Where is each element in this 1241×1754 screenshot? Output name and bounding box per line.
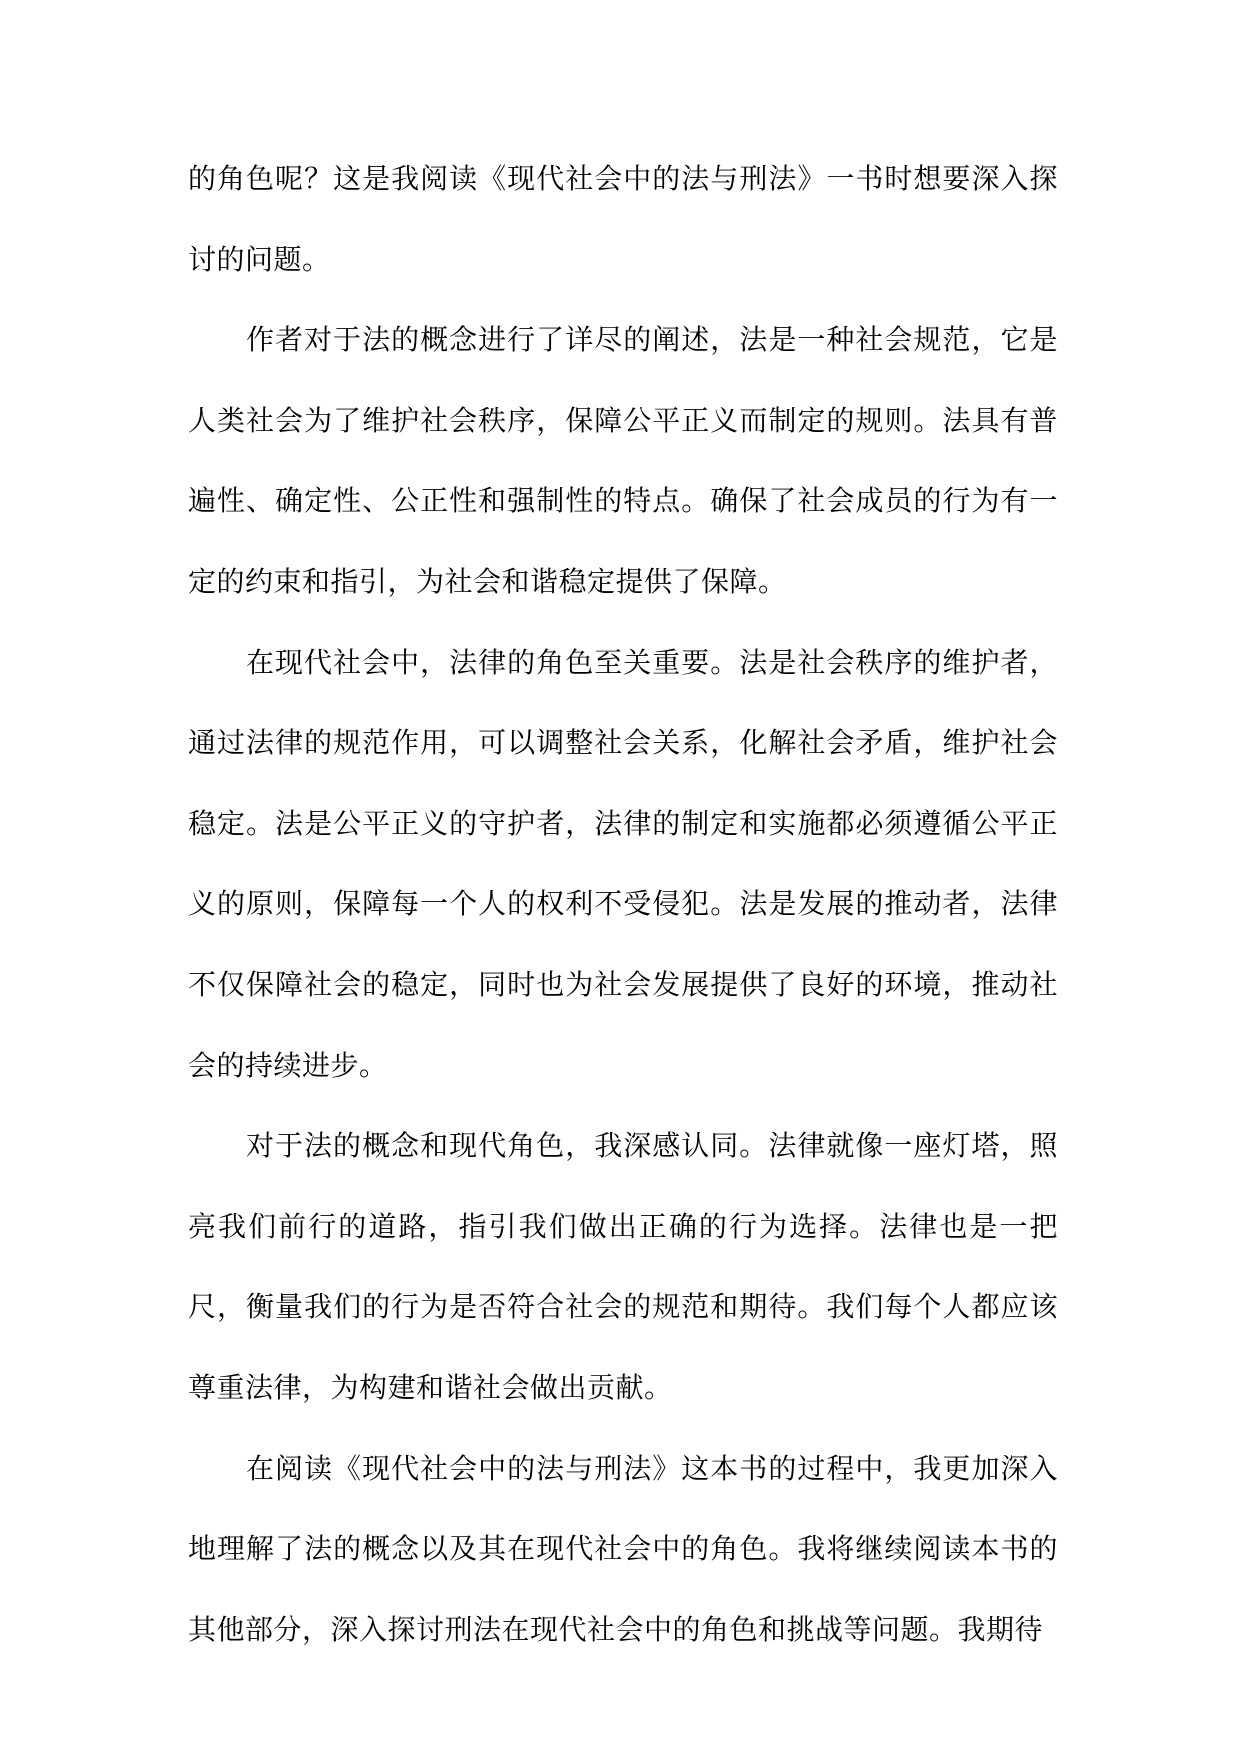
paragraph-law-concept: 作者对于法的概念进行了详尽的阐述，法是一种社会规范，它是人类社会为了维护社会秩序，保障公平正义而制定的规则。法具有普遍性、确定性、公正性和强制性的特点。确保了社会成员的行为有一定的约束和指引，为社会和谐稳定提供了保障。 bbox=[188, 323, 1058, 598]
paragraph-continuation: 的角色呢？这是我阅读《现代社会中的法与刑法》一书时想要深入探讨的问题。 bbox=[188, 162, 1058, 276]
paragraph-reading-reflection: 在阅读《现代社会中的法与刑法》这本书的过程中，我更加深入地理解了法的概念以及其在现代社会中的角色。我将继续阅读本书的其他部分，深入探讨刑法在现代社会中的角色和挑战等问题。我期待 bbox=[188, 1451, 1058, 1646]
paragraph-law-role: 在现代社会中，法律的角色至关重要。法是社会秩序的维护者，通过法律的规范作用，可以调整社会关系，化解社会矛盾，维护社会稳定。法是公平正义的守护者，法律的制定和实施都必须遵循公平正义的原则，保障每一个人的权利不受侵犯。法是发展的推动者，法律不仅保障社会的稳定，同时也为社会发展提供了良好的环境，推动社会的持续进步。 bbox=[188, 645, 1058, 1082]
paragraph-agreement: 对于法的概念和现代角色，我深感认同。法律就像一座灯塔，照亮我们前行的道路，指引我们做出正确的行为选择。法律也是一把尺，衡量我们的行为是否符合社会的规范和期待。我们每个人都应该尊重法律，为构建和谐社会做出贡献。 bbox=[188, 1129, 1058, 1404]
body-text bbox=[188, 139, 1058, 1670]
